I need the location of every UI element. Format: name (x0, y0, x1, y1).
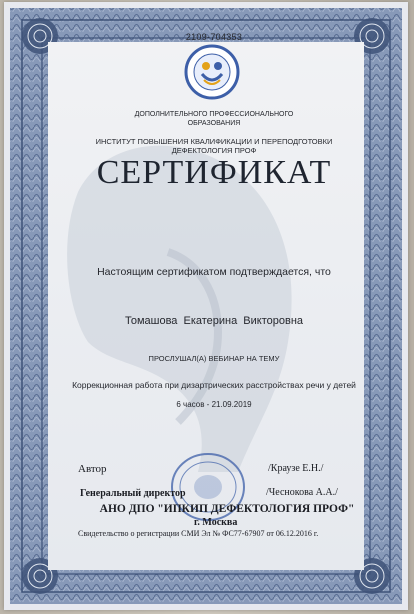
serial-number: 2109-704353 (185, 32, 243, 42)
certificate-title: СЕРТИФИКАТ (96, 154, 332, 191)
author-label: Автор (78, 463, 107, 475)
registration-note: Свидетельство о регистрации СМИ Эл № ФС77-67907 от 06.12.2016 г. (78, 529, 319, 538)
attended-label: ПРОСЛУШАЛ(А) ВЕБИНАР НА ТЕМУ (148, 354, 280, 363)
author-name: /Краузе Е.Н./ (268, 463, 324, 474)
confirmation-text: Настоящим сертификатом подтверждается, что (97, 266, 331, 278)
webinar-topic: Коррекционная работа при дизартрических расстройствах речи у детей (72, 380, 356, 390)
director-name: /Чеснокова А.А./ (266, 487, 338, 498)
hours-and-date: 6 часов - 21.09.2019 (176, 400, 252, 409)
city: г. Москва (194, 517, 238, 528)
organization-full-name: АНО ДПО "ИПКИП ДЕФЕКТОЛОГИЯ ПРОФ" (99, 503, 355, 515)
organization-emblem (184, 44, 240, 100)
organization-type: ДОПОЛНИТЕЛЬНОГО ПРОФЕССИОНАЛЬНОГО ОБРАЗОВАНИЯ (134, 111, 294, 127)
recipient-name: Томашова Екатерина Викторовна (124, 315, 304, 327)
organization-name: ИНСТИТУТ ПОВЫШЕНИЯ КВАЛИФИКАЦИИ И ПЕРЕПОДГОТОВКИ ДЕФЕКТОЛОГИЯ ПРОФ (95, 137, 333, 155)
director-label: Генеральный директор (80, 488, 186, 499)
certificate (4, 2, 408, 610)
